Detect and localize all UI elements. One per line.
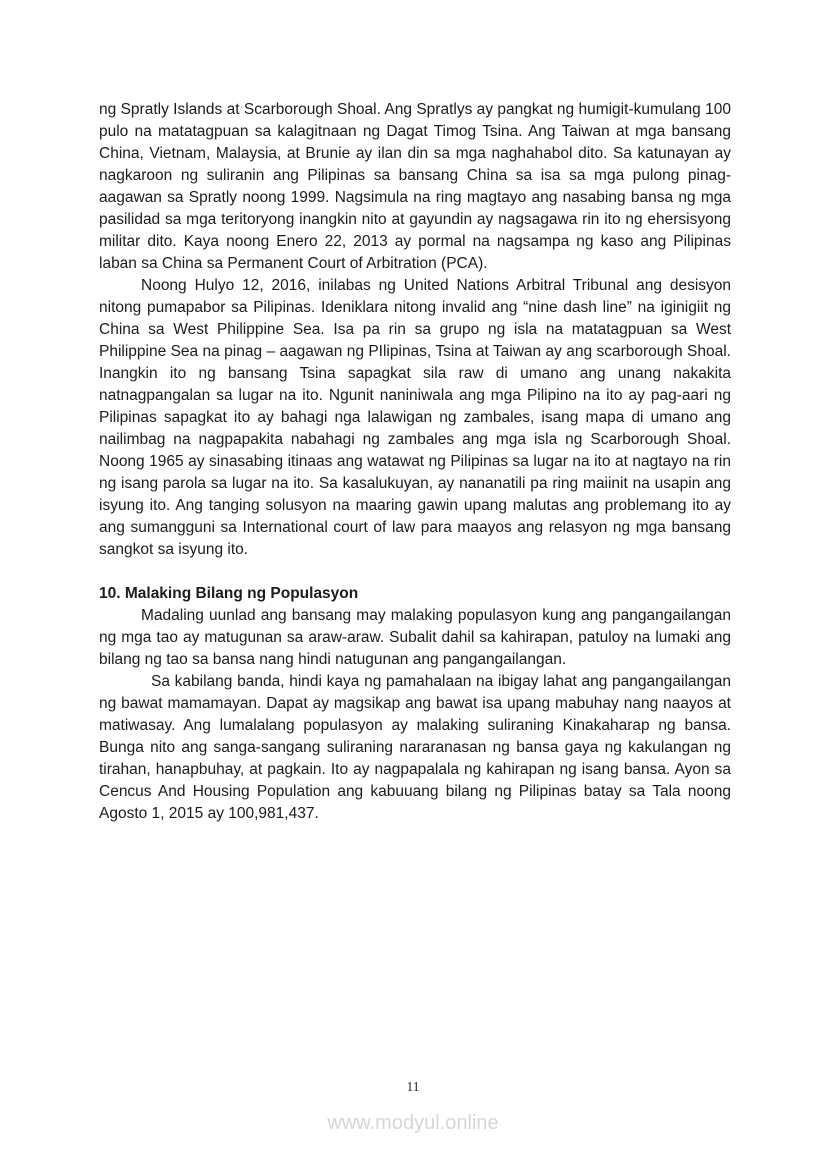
page-number: 11 [406,1079,420,1094]
page-body [99,99,731,825]
paragraph-arbitral-ruling: Noong Hulyo 12, 2016, inilabas ng United Nations Arbitral Tribunal ang desisyon nitong pumapabor sa Pilipinas. Ideniklara nitong invalid ang “nine dash line” na iginigiit ng China sa West Philippine Sea. Isa pa rin sa grupo ng isla na matatagpuan sa West Philippine Sea na pinag – aagawan ng PIlipinas, Tsina at Taiwan ay ang scarborough Shoal. Inangkin ito ng bansang Tsina sapagkat sila raw di umano ang unang nakakita natnagpangalan sa lugar na ito. Ngunit naniniwala ang mga Pilipino na ito ay pag-aari ng Pilipinas sapagkat ito ay bahagi nga lalawigan ng zambales, isang mapa di umano ang nailimbag na nagpapakita nabahagi ng zambales ang mga isla ng Scarborough Shoal. Noong 1965 ay sinasabing itinaas ang watawat ng Pilipinas sa lugar na ito at nagtayo na rin ng isang parola sa lugar na ito. Sa kasalukuyan, ay nananatili pa ring maiinit na usapin ang isyung ito. Ang tanging solusyon na maaring gawin upang malutas ang problemang ito ay ang sumangguni sa International court of law para maayos ang relasyon ng mga bansang sangkot sa isyung ito. [99,277,731,558]
watermark-text: www.modyul.online [327,1112,499,1134]
paragraph-population-growth: Madaling uunlad ang bansang may malaking populasyon kung ang pangangailangan ng mga tao ay matugunan sa araw-araw. Subalit dahil sa kahirapan, patuloy na lumaki ang bilang ng tao sa bansa nang hindi natugunan ang pangangailangan. [99,607,731,668]
paragraph-population-effects: Sa kabilang banda, hindi kaya ng pamahalaan na ibigay lahat ang pangangailangan ng bawat mamamayan. Dapat ay magsikap ang bawat isa upang mabuhay nang naayos at matiwasay. Ang lumalalang populasyon ay malaking suliraning Kinakaharap ng bansa. Bunga nito ang sanga-sangang suliraning nararanasan ng bansa gaya ng kakulangan ng tirahan, hanapbuhay, at pagkain. Ito ay nagpapalala ng kahirapan ng isang bansa. Ayon sa Cencus And Housing Population ang kabuuang bilang ng Pilipinas batay sa Tala noong Agosto 1, 2015 ay 100,981,437. [99,673,731,822]
paragraph-spratly-dispute: ng Spratly Islands at Scarborough Shoal. Ang Spratlys ay pangkat ng humigit-kumulang 100 pulo na matatagpuan sa kalagitnaan ng Dagat Timog Tsina. Ang Taiwan at mga bansang China, Vietnam, Malaysia, at Brunie ay ilan din sa mga naghahabol dito. Sa katunayan ay nagkaroon ng suliranin ang Pilipinas sa bansang China sa isa sa mga pulong pinag-aagawan sa Spratly noong 1999. Nagsimula na ring magtayo ang nasabing bansa ng mga pasilidad sa mga teritoryong inangkin nito at gayundin ay nagsagawa rin ito ng ehersisyong militar dito. Kaya noong Enero 22, 2013 ay pormal na nagsampa ng kaso ang Pilipinas laban sa China sa Permanent Court of Arbitration (PCA). [99,101,731,272]
section-heading-populasyon: 10. Malaking Bilang ng Populasyon [99,585,359,602]
